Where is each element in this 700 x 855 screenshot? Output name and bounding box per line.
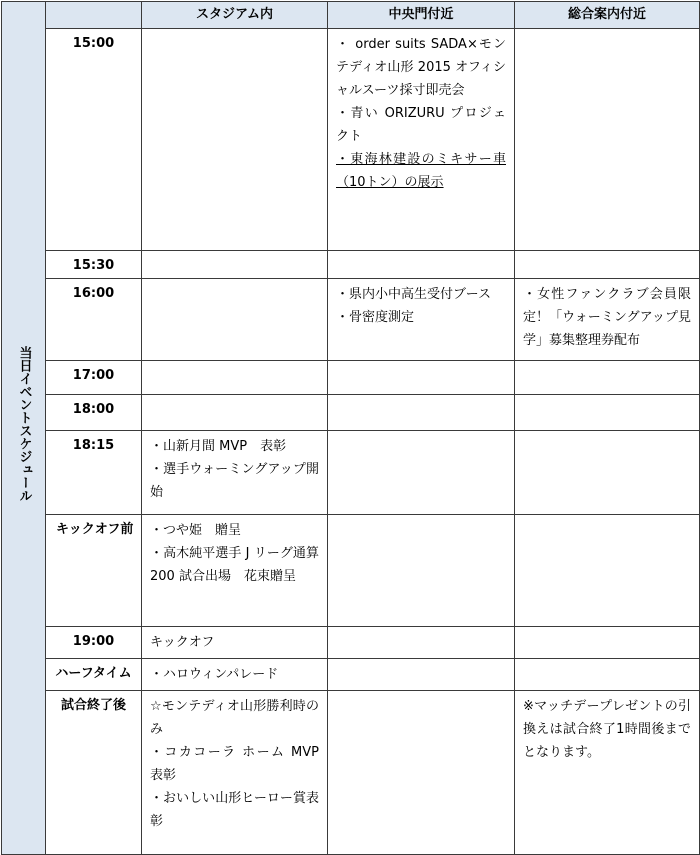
side-label: 当日イベントスケジュール [16,346,32,502]
central-item: ・骨密度測定 [336,310,415,325]
info-item: ※マッチデープレゼントの引換えは試合終了1時間後までとなります。 [523,699,691,760]
stadium-cell [142,361,328,395]
info-cell [515,361,700,395]
table-row [2,279,700,361]
stadium-cell [142,627,328,659]
table-row [2,627,700,659]
central-item: ・県内小中高生受付ブース [336,287,491,302]
row-time: 18:15 [46,431,142,515]
stadium-cell [142,515,328,627]
info-cell [515,515,700,627]
central-cell [328,29,515,251]
stadium-cell [142,659,328,691]
info-cell [515,29,700,251]
table-row [2,251,700,279]
table-row [2,29,700,251]
central-cell [328,251,515,279]
central-cell [328,431,515,515]
row-time: 試合終了後 [46,691,142,855]
stadium-cell [142,691,328,855]
row-time: キックオフ前 [46,515,142,627]
row-time: ハーフタイム [46,659,142,691]
stadium-item: ・コカコーラ ホーム MVP 表彰 [150,745,319,783]
central-cell [328,279,515,361]
table-row [2,659,700,691]
header-stadium: スタジアム内 [142,2,328,29]
stadium-item: ・選手ウォーミングアップ開始 [150,462,319,500]
central-cell [328,659,515,691]
stadium-item: ・おいしい山形ヒーロー賞表彰 [150,791,319,829]
info-item: ・女性ファンクラブ会員限定！「ウォーミングアップ見学」募集整理券配布 [523,287,691,348]
table-row [2,431,700,515]
stadium-item: キックオフ [150,635,215,650]
central-item: ・青い ORIZURU プロジェクト [336,106,506,144]
row-time: 19:00 [46,627,142,659]
stadium-cell [142,29,328,251]
table-row [2,395,700,431]
row-time: 15:30 [46,251,142,279]
stadium-item: ・つや姫 贈呈 [150,523,242,538]
central-item: ・ order suits SADA×モンテディオ山形 2015 オフィシャルスーツ採寸即売会 [336,37,506,98]
info-cell [515,627,700,659]
central-item: ・東海林建設のミキサー車（10トン）の展示 [336,152,506,190]
central-cell [328,361,515,395]
central-cell [328,515,515,627]
stadium-item: ・高木純平選手 J リーグ通算 200 試合出場 花束贈呈 [150,546,319,584]
table-row [2,361,700,395]
header-time-blank [46,2,142,29]
row-time: 18:00 [46,395,142,431]
stadium-item: ・ハロウィンパレード [150,667,279,682]
stadium-cell [142,431,328,515]
stadium-item: ・山新月間 MVP 表彰 [150,439,287,454]
row-time: 15:00 [46,29,142,251]
info-cell [515,395,700,431]
info-cell [515,279,700,361]
table-row [2,515,700,627]
info-cell [515,431,700,515]
table-row [2,691,700,855]
info-cell [515,659,700,691]
central-cell [328,395,515,431]
info-cell [515,691,700,855]
event-schedule-table [1,1,700,855]
stadium-item: ☆モンテディオ山形勝利時のみ [150,699,319,737]
row-time: 16:00 [46,279,142,361]
stadium-cell [142,251,328,279]
header-central-gate: 中央門付近 [328,2,515,29]
info-cell [515,251,700,279]
header-info-desk: 総合案内付近 [515,2,700,29]
central-cell [328,627,515,659]
stadium-cell [142,279,328,361]
side-label-cell [2,2,46,855]
row-time: 17:00 [46,361,142,395]
stadium-cell [142,395,328,431]
header-row [2,2,700,29]
central-cell [328,691,515,855]
